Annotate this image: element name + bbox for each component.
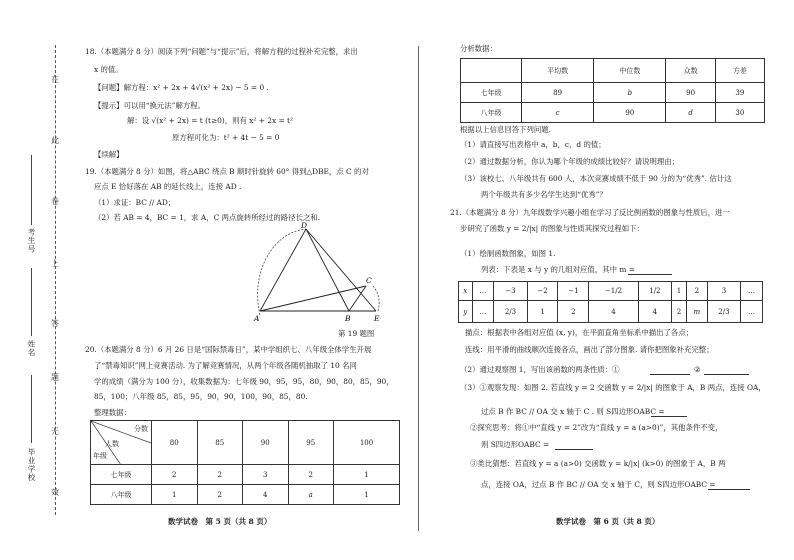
label-school: 毕业学校 (27, 448, 36, 482)
point-E: E (374, 314, 380, 323)
segment-DE (306, 229, 376, 311)
y-value: 2 (558, 301, 589, 323)
x-row-label: x (459, 282, 473, 301)
table-cell: 1 (334, 485, 400, 505)
property2-blank[interactable] (704, 374, 749, 375)
q21-line1: 21.（本题满分 8 分）九年级数学兴趣小组在学习了反比例函数的图象与性质后，进一 (450, 208, 730, 217)
x-value: 1/2 (638, 282, 671, 301)
col-header: 90 (243, 421, 289, 465)
area-blank-1[interactable] (651, 416, 687, 417)
x-value: 1 (672, 282, 687, 301)
binding-line (55, 45, 56, 515)
col-header: 100 (334, 421, 400, 465)
q21-p3d: 则 S四边形OABC = (481, 440, 550, 449)
x-value: … (741, 282, 763, 301)
q21-p2b: ② (694, 365, 701, 374)
q20-score-table (90, 420, 400, 505)
table-cell: 1 (152, 485, 198, 505)
table-cell: b (594, 83, 666, 103)
q19-part2: （2）若 AB = 4，BC = 1，求 A，C 两点旋转所经过的路径长之和. (94, 213, 321, 222)
q20-table-title: 整理数据： (94, 408, 131, 417)
q20-cont-p1: （1）请直接写出表格中 a，b，c，d 的值； (460, 140, 606, 149)
col-header: 中位数 (594, 59, 666, 83)
property1-blank[interactable] (650, 374, 690, 375)
q21-p3c: ②探究思考：将①中“直线 y = 2”改为“直线 y = a (a>0)”，其他条件不变， (470, 423, 723, 432)
label-exam-number: 考生号 (27, 228, 36, 254)
q19-figure-caption: 第 19 题图 (338, 329, 375, 338)
y-value: 4 (589, 301, 638, 323)
x-value: −3 (494, 282, 527, 301)
margin-mark-3: 卷 (51, 197, 59, 206)
col-header: 众数 (666, 59, 715, 83)
table-cell: 2 (288, 465, 334, 485)
col-header: 平均数 (522, 59, 594, 83)
q18-problem: 【问题】解方程：x² + 2x + 4√(x² + 2x) − 5 = 0 . (94, 83, 269, 92)
y-value: 2/3 (494, 301, 527, 323)
page-divider (418, 46, 419, 531)
q21-p3b: 过点 B 作 BC // OA 交 x 轴于 C . 则 S四边形OABC = (481, 407, 665, 416)
margin-mark-2: 此 (51, 136, 59, 145)
x-value: −1 (558, 282, 589, 301)
table-cell: 30 (715, 103, 764, 123)
q18-solution2: 原方程可化为：t² + 4t − 5 = 0 (172, 133, 280, 142)
name-line[interactable] (31, 268, 32, 336)
right-page-footer: 数学试卷 第 6 页（共 8 页） (556, 517, 660, 526)
y-value: 2/3 (707, 301, 740, 323)
q18-solution1: 解：设 √(x² + 2x) = t (t≥0)，则有 x² + 2x = t² (127, 116, 293, 125)
q20-line3: 学的成绩（满分为 100 分），收集数据为：七年级 90，95，95，80，90，80，85，90， (94, 377, 394, 386)
y-row-label: y (459, 301, 473, 323)
q18-intro2: x 的值。 (94, 65, 123, 74)
x-value: … (472, 282, 494, 301)
exam-number-line[interactable] (31, 155, 32, 225)
q21-p3: （3）①观察发现：如图 2. 若直线 y = 2 交函数 y = 2/|x| 的图象于 A，B 两点，连接 OA， (460, 383, 766, 392)
x-value: 3 (707, 282, 740, 301)
label-name: 姓名 (27, 340, 36, 357)
q20-cont-intro: 根据以上信息回答下列问题. (460, 125, 552, 134)
table-cell: 2 (197, 485, 243, 505)
col-header: 方差 (715, 59, 764, 83)
table-cell: 4 (243, 485, 289, 505)
margin-mark-5: 答 (51, 319, 59, 328)
table-cell: 90 (666, 83, 715, 103)
q18-intro: 18.（本题满分 8 分）阅读下列“问题”与“提示”后，将解方程的过程补充完整，求出 (85, 47, 358, 56)
y-value: 4 (638, 301, 671, 323)
col-header: 85 (197, 421, 243, 465)
table-cell: 39 (715, 83, 764, 103)
left-page-footer: 数学试卷 第 5 页（共 8 页） (168, 517, 272, 526)
margin-mark-1: 在 (51, 75, 59, 84)
x-value: −2 (527, 282, 558, 301)
q20-line4: 85，100；八年级 85，85，95，90，90，100，90，85，80. (94, 392, 308, 401)
point-A: A (254, 314, 260, 323)
q20-cont-p2: （2）通过数据分析，你认为哪个年级的成绩比较好？请说明理由； (460, 157, 680, 166)
q21-line2: 步研究了函数 y = 2/|x| 的图象与性质其探究过程如下： (460, 224, 644, 233)
q20-line1: 20.（本题满分 8 分）6 月 26 日是“国际禁毒日”，某中学组织七、八年级全体学生开展 (85, 345, 372, 354)
x-value: −1/2 (589, 282, 638, 301)
y-value: … (741, 301, 763, 323)
arc-C (373, 286, 379, 311)
q21-connect: 连线：用平滑的曲线顺次连接各点，画出了部分图象. 请你把图象补充完整； (465, 345, 714, 354)
school-line[interactable] (31, 375, 32, 443)
table-cell: d (666, 103, 715, 123)
row-label: 七年级 (461, 83, 522, 103)
margin-mark-4: 上 (51, 259, 59, 268)
q21-p3f: 点，连接 OA，过点 B 作 BC // OA 交 x 轴于 C，则 S四边形OABC = (481, 480, 716, 489)
table-cell: c (522, 103, 594, 123)
table-cell: 2 (197, 465, 243, 485)
row-label: 七年级 (91, 465, 152, 485)
table-cell: 3 (243, 465, 289, 485)
y-value: 2 (672, 301, 687, 323)
q20-cont-p3b: 两个年级共有多少名学生达到“优秀”？ (481, 190, 607, 199)
point-D: D (301, 222, 308, 230)
m-answer-blank[interactable] (628, 274, 672, 275)
row-label: 八年级 (91, 485, 152, 505)
point-C: C (366, 276, 372, 285)
q21-p2: （2）通过观察图 1，写出该函数的两条性质：① (460, 365, 620, 374)
analysis-title: 分析数据： (460, 44, 497, 53)
row-label: 八年级 (461, 103, 522, 123)
margin-mark-6: 题 (51, 373, 59, 382)
q19-figure (248, 222, 388, 332)
segment-AC (260, 286, 366, 311)
xy-value-table (458, 281, 763, 323)
header-score: 分数 (134, 425, 148, 433)
table-cell: 1 (334, 465, 400, 485)
table-cell: a (288, 485, 334, 505)
header-grade: 年级 (93, 452, 107, 460)
q18-hint: 【提示】可以用“换元法”解方程。 (94, 101, 206, 110)
x-value: 2 (686, 282, 707, 301)
table-cell: 2 (152, 465, 198, 485)
analysis-corner-cell (461, 59, 522, 83)
header-diagonal-cell (91, 421, 152, 465)
q20-cont-p3: （3）该校七、八年级共有 600 人，本次竞赛成绩不低于 90 分的为“优秀”. 估计这 (460, 174, 732, 183)
table-cell: 90 (594, 103, 666, 123)
q21-plot: 描点：根据表中各组对应值 (x, y)，在平面直角坐标系中描出了各点； (465, 328, 694, 337)
col-header: 95 (288, 421, 334, 465)
y-value: … (472, 301, 494, 323)
margin-mark-7: 无 (51, 427, 59, 436)
point-B: B (345, 314, 351, 323)
q19-part1: （1）求证：BC // AD； (94, 198, 176, 207)
analysis-table (460, 58, 765, 123)
y-value: 1 (527, 301, 558, 323)
area-blank-2[interactable] (555, 449, 593, 450)
header-count: 人数 (105, 440, 119, 448)
q21-list-intro: 列表：下表是 x 与 y 的几组对应值，其中 m = (481, 265, 635, 274)
q20-line2: 了“禁毒知识”网上竞赛活动. 为了解竞赛情况，从两个年级各随机抽取了 10 名同 (94, 361, 357, 370)
margin-mark-8: 效 (51, 488, 59, 497)
q21-p3e: ③类比猜想：若直线 y = a (a>0) 交函数 y = k/|x| (k>0) 的图象于 A，B 两 (470, 459, 726, 468)
q18-continue: 【续解】 (94, 150, 124, 159)
q21-draw: （1）绘制函数图象，如图 1. (460, 249, 556, 258)
segment-AD (260, 229, 306, 311)
q19-line2: 应点 E 恰好落在 AB 的延长线上，连接 AD . (94, 182, 242, 191)
col-header: 80 (152, 421, 198, 465)
table-cell: 89 (522, 83, 594, 103)
area-blank-3[interactable] (708, 489, 750, 490)
q19-line1: 19.（本题满分 8 分）如图，将△ABC 绕点 B 顺时针旋转 60° 得到△DBE，点 C 的对 (85, 167, 369, 176)
y-value: m (686, 301, 707, 323)
